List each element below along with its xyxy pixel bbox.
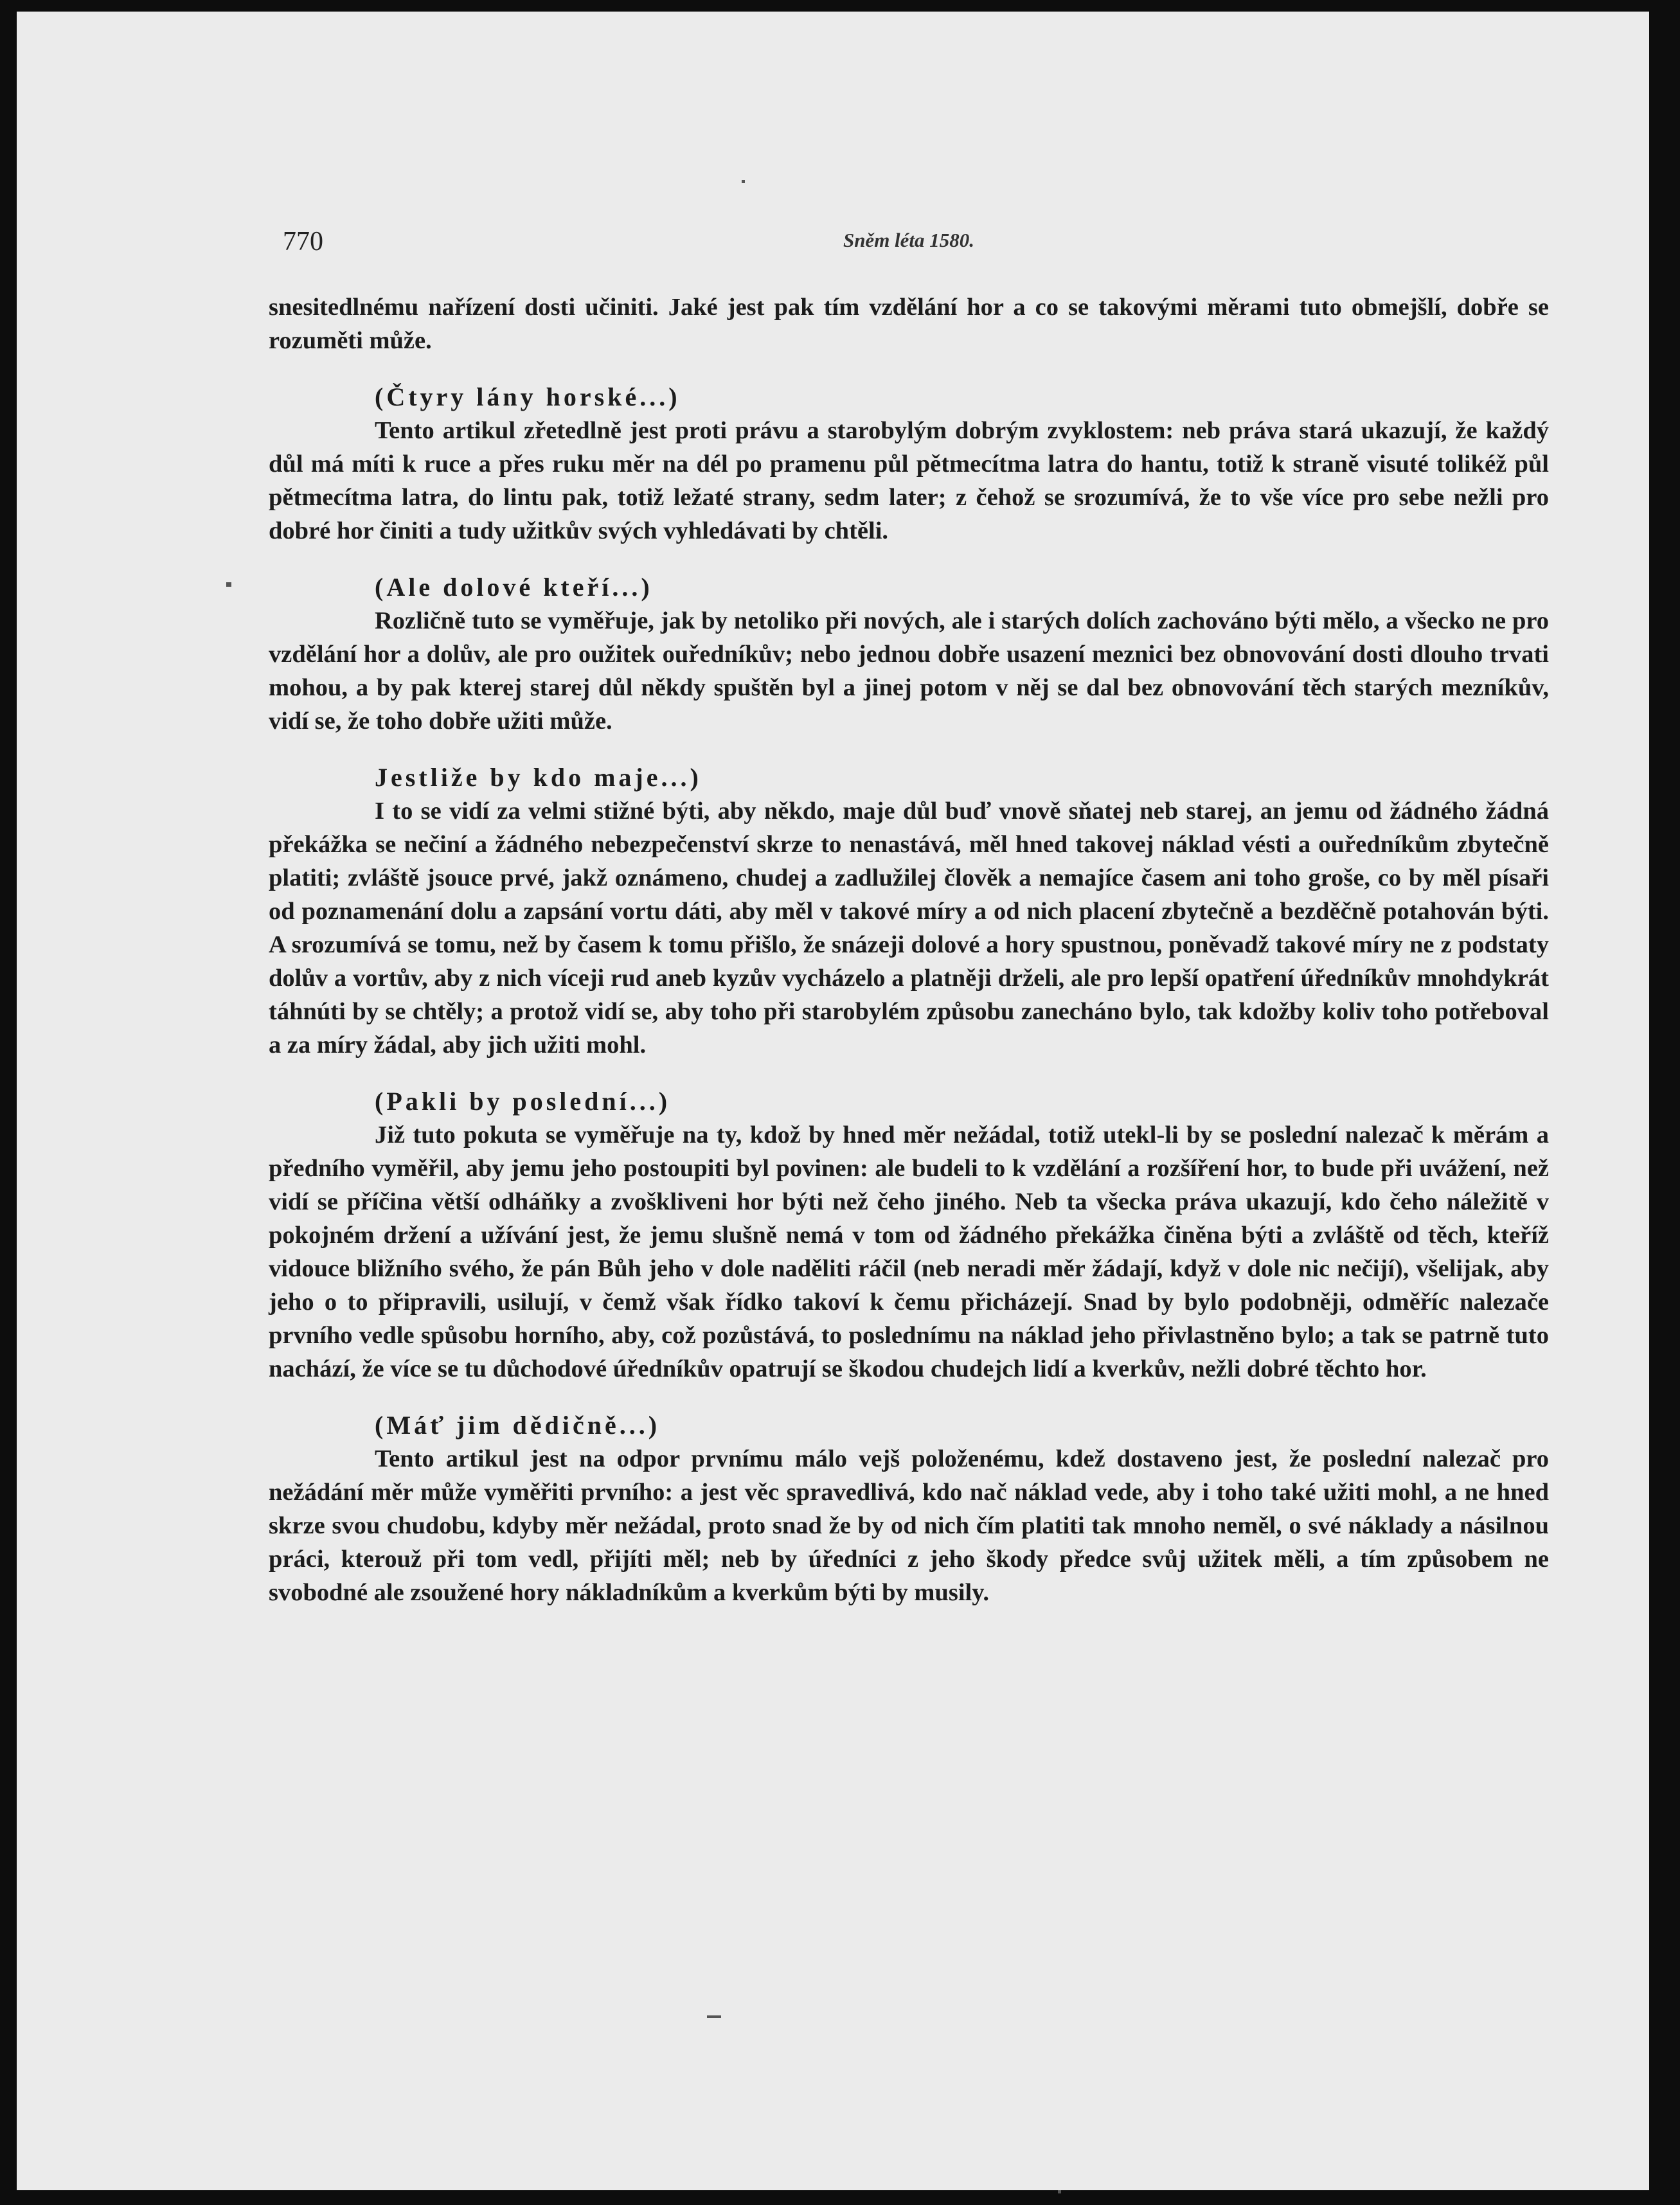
section-paragraph: Tento artikul zřetedlně jest proti právu a starobylým dobrým zvyklostem: neb práva stará ukazují, že každý důl má míti k ruce a přes ruku měr na dél po pramenu půl pětmecítma latra do hantu, totiž k straně visuté tolikéž půl pětmecítma latra, do lintu pak, totiž ležaté strany, sedm later; z čehož se srozumívá, že to vše více pro sebe nežli pro dobré hor činiti a tudy užitkův svých vyhledávati by chtěli. [269, 417, 1549, 544]
margin-speck [1058, 2190, 1061, 2193]
section-heading: (Čtyry lány horské...) [375, 382, 681, 411]
section-2 [269, 571, 1549, 738]
section-heading: (Pakli by poslední...) [375, 1087, 671, 1116]
section-4 [269, 1085, 1549, 1386]
section-paragraph: Již tuto pokuta se vyměřuje na ty, kdož by hned měr nežádal, totiž utekl-li by se poslední nalezač k měrám a předního vyměřil, aby jemu jeho postoupiti byl povinen: ale budeli to k vzdělání a rozšíření hor, to bude při uvážení, než vidí se příčina větší odháňky a zvoškliveni hor býti než čeho jiného. Neb ta všecka práva ukazují, kdo čeho náležitě v pokojném držení a užívání jest, že jemu slušně nemá v tom od žádného překážka činěna býti a zvláště od těch, kteříž vidouce bližního svého, že pán Bůh jeho v dole naděliti ráčil (neb neradi měr žádají, když v dole nic nečijí), všelijak, aby jeho o to připravili, usilují, v čemž však řídko takoví k čemu přicházejí. Snad by bylo podobněji, odměříc nalezače prvního vedle spůsobu horního, aby, což pozůstává, to poslednímu na náklad jeho přivlastněno bylo; a tak se patrně tuto nachází, že více se tu důchodové úředníkův opatrují se škodou chudejch lidí a kverkův, nežli dobré těchto hor. [269, 1121, 1549, 1382]
section-1 [269, 380, 1549, 548]
running-title: Sněm léta 1580. [843, 229, 975, 251]
section-paragraph: I to se vidí za velmi stižné býti, aby někdo, maje důl buď vnově sňatej neb starej, an jemu od žádného žádná překážka se nečiní a žádného nebezpečenství skrze to nenastává, měl hned takovej náklad vésti a ouředníkům zbytečně platiti; zvláště jsouce prvé, jakž oznámeno, chudej a zadlužilej člověk a nemajíce časem ani toho groše, co by měl písaři od poznamenání dolu a zapsání vortu dáti, aby měl v takové míry a od nich placení zbytečně a bezděčně potahován býti. A srozumívá se tomu, než by časem k tomu přišlo, že snázeji dolové a hory spustnou, poněvadž takové míry ne z podstaty dolův a vortův, aby z nich víceji rud aneb kyzův vycházelo a platněji drželi, ale pro lepší opatření úředníkův mnohdykrát táhnúti by se chtěly; a protož vidí se, aby toho při starobylém způsobu zanecháno bylo, tak kdožby koliv toho potřeboval a za míry žádal, aby jich užiti mohl. [269, 798, 1549, 1058]
page-header [269, 226, 1549, 265]
page-number: 770 [283, 227, 323, 256]
margin-speck [707, 2015, 721, 2018]
margin-speck [742, 180, 745, 183]
section-heading: (Ale dolové kteří...) [375, 573, 653, 602]
document-body [269, 290, 1549, 1609]
intro-paragraph: snesitedlnému nařízení dosti učiniti. Jaké jest pak tím vzdělání hor a co se takovými měrami tuto obmejšlí, dobře se rozuměti může. [269, 294, 1549, 354]
section-heading: (Máť jim dědičně...) [375, 1411, 661, 1440]
section-paragraph: Rozličně tuto se vyměřuje, jak by netoliko při nových, ale i starých dolích zachováno býti mělo, a všecko ne pro vzdělání hor a dolův, ale pro oužitek ouředníkův; nebo jednou dobře usazení meznici bez obnovování dosti dlouho trvati mohou, a by pak kterej starej důl někdy spuštěn byl a jinej potom v něj se dal bez obnovování těch starých mezníkův, vidí se, že toho dobře užiti může. [269, 607, 1549, 735]
section-3 [269, 761, 1549, 1062]
section-paragraph: Tento artikul jest na odpor prvnímu málo vejš položenému, kdež dostaveno jest, že poslední nalezač pro nežádání měr může vyměřiti prvního: a jest věc spravedlivá, kdo nač náklad vede, aby i toho také užiti mohl, a ne hned skrze svou chudobu, kdyby měr nežádal, proto snad že by od nich čím platiti tak mnoho neměl, o své náklady a násilnou práci, kterouž při tom vedl, přijíti měl; neb by úředníci z jeho škody předce svůj užitek měli, a tím způsobem ne svobodné ale zsoužené hory nákladníkům a kverkům býti by musily. [269, 1445, 1549, 1606]
margin-speck [226, 582, 231, 587]
section-heading: Jestliže by kdo maje...) [375, 763, 702, 792]
section-5 [269, 1409, 1549, 1609]
